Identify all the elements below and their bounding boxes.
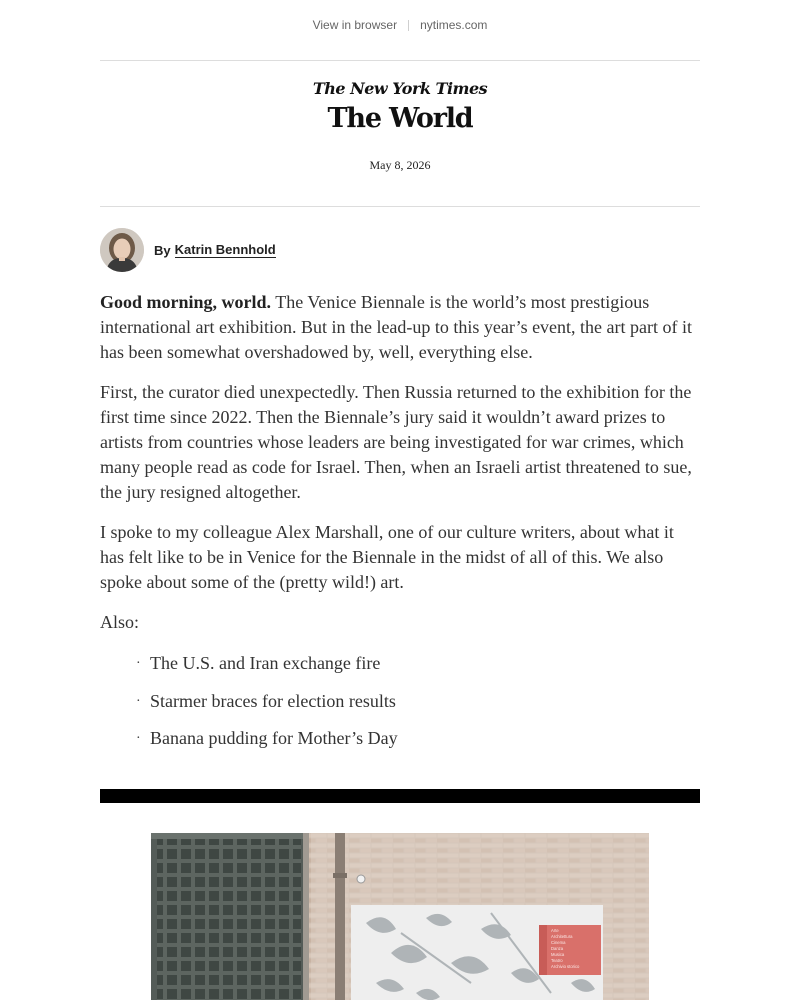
sign-text: Danza bbox=[551, 946, 564, 951]
list-item-label[interactable]: Starmer braces for election results bbox=[150, 690, 396, 711]
sign-text: Teatro bbox=[551, 958, 563, 963]
byline-prefix: By bbox=[154, 242, 171, 258]
section-divider-bar bbox=[100, 789, 700, 803]
list-item[interactable] bbox=[136, 651, 700, 676]
biennale-wall-image bbox=[151, 833, 649, 1000]
sign-text: Arte bbox=[551, 928, 559, 933]
paragraph-2: First, the curator died unexpectedly. Then Russia returned to the exhibition for the first time since 2022. Then the Biennale’s jury said it wouldn’t award prizes to artists from countries whose leaders are being investigated for war crimes, which many people read as code for Israel. Then, when an Israeli artist threatened to sue, the jury resigned altogether. bbox=[100, 382, 692, 502]
author-avatar[interactable] bbox=[100, 228, 144, 272]
sign-text: Archivio storico bbox=[551, 964, 580, 969]
bullet-icon: · bbox=[136, 656, 141, 671]
paragraph-3: I spoke to my colleague Alex Marshall, one of our culture writers, about what it has felt like to be in Venice for the Biennale in the midst of all of this. We also spoke about some of the (pretty wild!) art. bbox=[100, 522, 674, 592]
list-item-label[interactable]: The U.S. and Iran exchange fire bbox=[150, 653, 381, 673]
author-photo-icon bbox=[100, 228, 144, 272]
list-item[interactable] bbox=[136, 689, 700, 714]
bullet-icon: · bbox=[136, 731, 141, 746]
article-body bbox=[100, 290, 700, 764]
view-in-browser-link[interactable]: View in browser bbox=[312, 18, 398, 32]
paragraph-1-text: The Venice Biennale is the world’s most prestigious international art exhibition. But in the lead-up to this year’s event, the art part of it has been somewhat overshadowed by, well, everything else. bbox=[100, 292, 693, 362]
header-top-divider bbox=[100, 60, 700, 61]
nytimes-link[interactable]: nytimes.com bbox=[420, 18, 488, 32]
newsletter-title[interactable]: The World bbox=[327, 103, 473, 134]
sign-text: Cinema bbox=[551, 940, 566, 945]
sign-text: Musica bbox=[551, 952, 565, 957]
top-utility-bar bbox=[0, 0, 800, 50]
bullet-icon: · bbox=[136, 693, 141, 709]
author-name-link[interactable]: Katrin Bennhold bbox=[174, 241, 276, 257]
also-list bbox=[100, 651, 700, 751]
issue-date: May 8, 2026 bbox=[369, 158, 431, 172]
paragraph-1 bbox=[100, 290, 700, 365]
masthead bbox=[100, 78, 700, 173]
also-label: Also: bbox=[100, 612, 140, 632]
list-item-label[interactable]: Banana pudding for Mother’s Day bbox=[150, 728, 398, 748]
greeting: Good morning, world. bbox=[100, 292, 272, 312]
header-bottom-divider bbox=[100, 206, 700, 207]
sign-text: Architettura bbox=[551, 934, 573, 939]
nyt-logo[interactable]: The New York Times bbox=[312, 79, 488, 98]
byline bbox=[100, 228, 276, 272]
list-item[interactable] bbox=[136, 726, 700, 751]
lead-photo[interactable] bbox=[151, 833, 649, 1000]
link-separator bbox=[408, 20, 409, 31]
